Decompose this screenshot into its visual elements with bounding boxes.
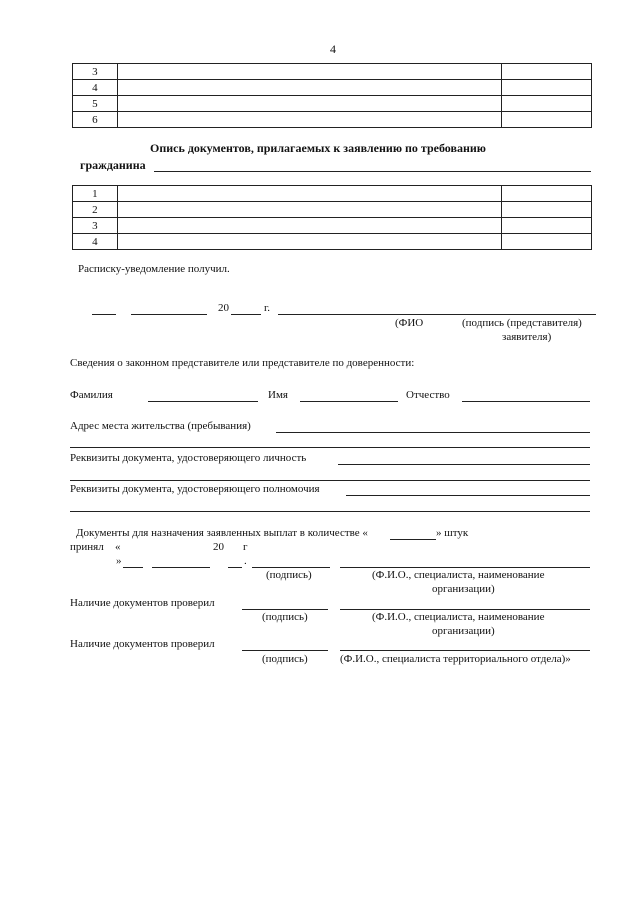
check-2-signature-line[interactable] — [242, 650, 328, 651]
check-1-label: Наличие документов проверил — [70, 597, 215, 609]
acceptance-specialist-caption-continued: организации) — [432, 583, 495, 595]
fio-caption: (ФИО — [395, 317, 424, 329]
patronymic-label: Отчество — [406, 389, 450, 401]
table-cell — [501, 112, 591, 128]
open-quote: « — [115, 541, 121, 553]
inventory-title-continued: гражданина — [80, 158, 146, 172]
id-document-field[interactable] — [338, 464, 590, 465]
check-1-specialist-caption: (Ф.И.О., специалиста, наименование — [372, 611, 545, 623]
table-cell — [117, 218, 501, 234]
row-number: 2 — [73, 202, 118, 218]
receipt-signature-line — [278, 314, 596, 315]
row-number: 4 — [73, 234, 118, 250]
table-row — [73, 64, 592, 80]
acceptance-text-end: » штук — [436, 527, 469, 539]
table-cell — [501, 64, 591, 80]
authority-document-field[interactable] — [346, 495, 590, 496]
check-2-specialist-line[interactable] — [340, 650, 590, 651]
id-document-label: Реквизиты документа, удостоверяющего личность — [70, 452, 307, 464]
receipt-year-prefix: 20 — [218, 302, 229, 314]
citizen-line — [154, 171, 591, 172]
table-cell — [501, 96, 591, 112]
check-2-signature-caption: (подпись) — [262, 653, 308, 665]
name-label: Имя — [268, 389, 288, 401]
table-cell — [117, 234, 501, 250]
acceptance-year-line — [228, 567, 242, 568]
receipt-month-line — [131, 314, 207, 315]
name-field[interactable] — [300, 401, 398, 402]
receipt-day-line — [92, 314, 116, 315]
authority-document-field-continued[interactable] — [70, 511, 590, 512]
check-1-signature-caption: (подпись) — [262, 611, 308, 623]
acceptance-year: 20 — [213, 541, 224, 553]
address-field-continued[interactable] — [70, 447, 590, 448]
table-cell — [501, 80, 591, 96]
row-number: 6 — [73, 112, 118, 128]
authority-document-label: Реквизиты документа, удостоверяющего полномочия — [70, 483, 320, 495]
row-number: 3 — [73, 218, 118, 234]
receipt-year-line — [231, 314, 261, 315]
table-row — [73, 218, 592, 234]
signature-caption-continued: заявителя) — [502, 331, 552, 343]
acceptance-dot: . — [244, 555, 247, 567]
table-cell — [501, 218, 591, 234]
row-number: 3 — [73, 64, 118, 80]
table-cell — [117, 202, 501, 218]
table-row — [73, 80, 592, 96]
acceptance-year-g: г — [243, 541, 248, 553]
inventory-title: Опись документов, прилагаемых к заявлению по требованию — [150, 141, 486, 155]
table-cell — [501, 234, 591, 250]
check-1-signature-line[interactable] — [242, 609, 328, 610]
surname-label: Фамилия — [70, 389, 113, 401]
patronymic-field[interactable] — [462, 401, 590, 402]
table-cell — [117, 80, 501, 96]
representative-heading: Сведения о законном представителе или представителе по доверенности: — [70, 357, 415, 369]
table-cell — [117, 186, 501, 202]
table-cell — [501, 186, 591, 202]
table-row — [73, 186, 592, 202]
acceptance-month-line — [152, 567, 210, 568]
acceptance-text-start: Документы для назначения заявленных выплат в количестве « — [76, 527, 368, 539]
row-number: 4 — [73, 80, 118, 96]
accepted-label: принял — [70, 541, 104, 553]
receipt-label: Расписку-уведомление получил. — [78, 263, 230, 275]
acceptance-signature-caption: (подпись) — [266, 569, 312, 581]
documents-table-1 — [72, 63, 592, 128]
table-row — [73, 234, 592, 250]
table-cell — [501, 202, 591, 218]
table-row — [73, 112, 592, 128]
acceptance-specialist-caption: (Ф.И.О., специалиста, наименование — [372, 569, 545, 581]
table-cell — [117, 112, 501, 128]
acceptance-specialist-line[interactable] — [340, 567, 590, 568]
check-2-label: Наличие документов проверил — [70, 638, 215, 650]
table-cell — [117, 64, 501, 80]
table-row — [73, 96, 592, 112]
check-1-specialist-caption-continued: организации) — [432, 625, 495, 637]
receipt-year-suffix: г. — [264, 302, 271, 314]
table-cell — [117, 96, 501, 112]
address-field[interactable] — [276, 432, 590, 433]
page-number: 4 — [330, 42, 336, 56]
check-1-specialist-line[interactable] — [340, 609, 590, 610]
check-2-specialist-caption: (Ф.И.О., специалиста территориального отдела)» — [340, 653, 571, 665]
id-document-field-continued[interactable] — [70, 480, 590, 481]
surname-field[interactable] — [148, 401, 258, 402]
address-label: Адрес места жительства (пребывания) — [70, 420, 251, 432]
table-row — [73, 202, 592, 218]
row-number: 5 — [73, 96, 118, 112]
row-number: 1 — [73, 186, 118, 202]
document-count-field[interactable] — [390, 539, 436, 540]
signature-caption: (подпись (представителя) — [462, 317, 582, 329]
close-quote: » — [116, 555, 122, 567]
documents-table-2 — [72, 185, 592, 250]
acceptance-day-line — [123, 567, 143, 568]
acceptance-signature-line[interactable] — [252, 567, 330, 568]
